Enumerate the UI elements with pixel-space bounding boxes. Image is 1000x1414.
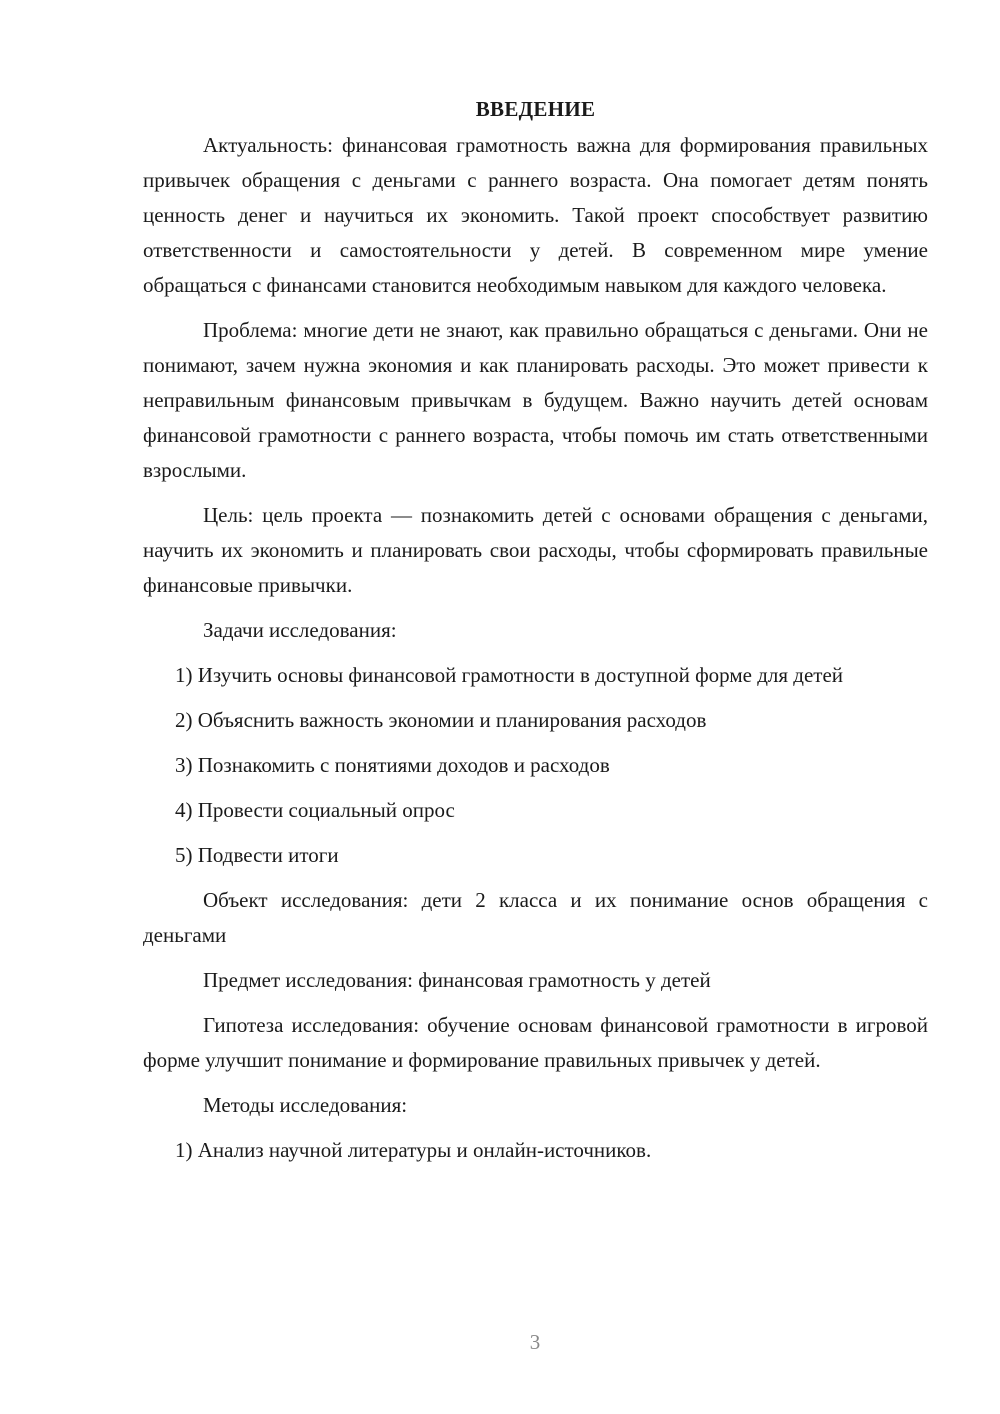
task-item-4: 4) Провести социальный опрос bbox=[175, 798, 455, 822]
subject-paragraph: Предмет исследования: финансовая грамотность у детей bbox=[203, 968, 711, 992]
relevance-paragraph: Актуальность: финансовая грамотность важна для формирования правильных привычек обращения с деньгами с раннего возраста. Она помогает детям понять ценность денег и научиться их экономить. Такой проект способствует развитию ответственности и самостоятельности у детей. В современном мире умение обращаться с финансами становится необходимым навыком для каждого человека. bbox=[143, 133, 928, 297]
task-item-5: 5) Подвести итоги bbox=[175, 843, 339, 867]
object-paragraph: Объект исследования: дети 2 класса и их понимание основ обращения с деньгами bbox=[143, 888, 928, 947]
task-item-3: 3) Познакомить с понятиями доходов и расходов bbox=[175, 753, 610, 777]
hypothesis-paragraph: Гипотеза исследования: обучение основам финансовой грамотности в игровой форме улучшит понимание и формирование правильных привычек у детей. bbox=[143, 1013, 928, 1072]
methods-heading: Методы исследования: bbox=[203, 1093, 408, 1117]
goal-paragraph: Цель: цель проекта — познакомить детей с основами обращения с деньгами, научить их экономить и планировать свои расходы, чтобы сформировать правильные финансовые привычки. bbox=[143, 503, 928, 597]
task-item-2: 2) Объяснить важность экономии и планирования расходов bbox=[175, 708, 707, 732]
tasks-heading: Задачи исследования: bbox=[203, 618, 397, 642]
task-item-1: 1) Изучить основы финансовой грамотности в доступной форме для детей bbox=[175, 663, 844, 687]
section-title: ВВЕДЕНИЕ bbox=[475, 97, 596, 121]
document-page bbox=[143, 92, 928, 1178]
method-item-1: 1) Анализ научной литературы и онлайн-источников. bbox=[175, 1138, 652, 1162]
page-number: 3 bbox=[529, 1330, 541, 1354]
problem-paragraph: Проблема: многие дети не знают, как правильно обращаться с деньгами. Они не понимают, зачем нужна экономия и как планировать расходы. Это может привести к неправильным финансовым привычкам в будущем. Важно научить детей основам финансовой грамотности с раннего возраста, чтобы помочь им стать ответственными взрослыми. bbox=[143, 318, 928, 482]
